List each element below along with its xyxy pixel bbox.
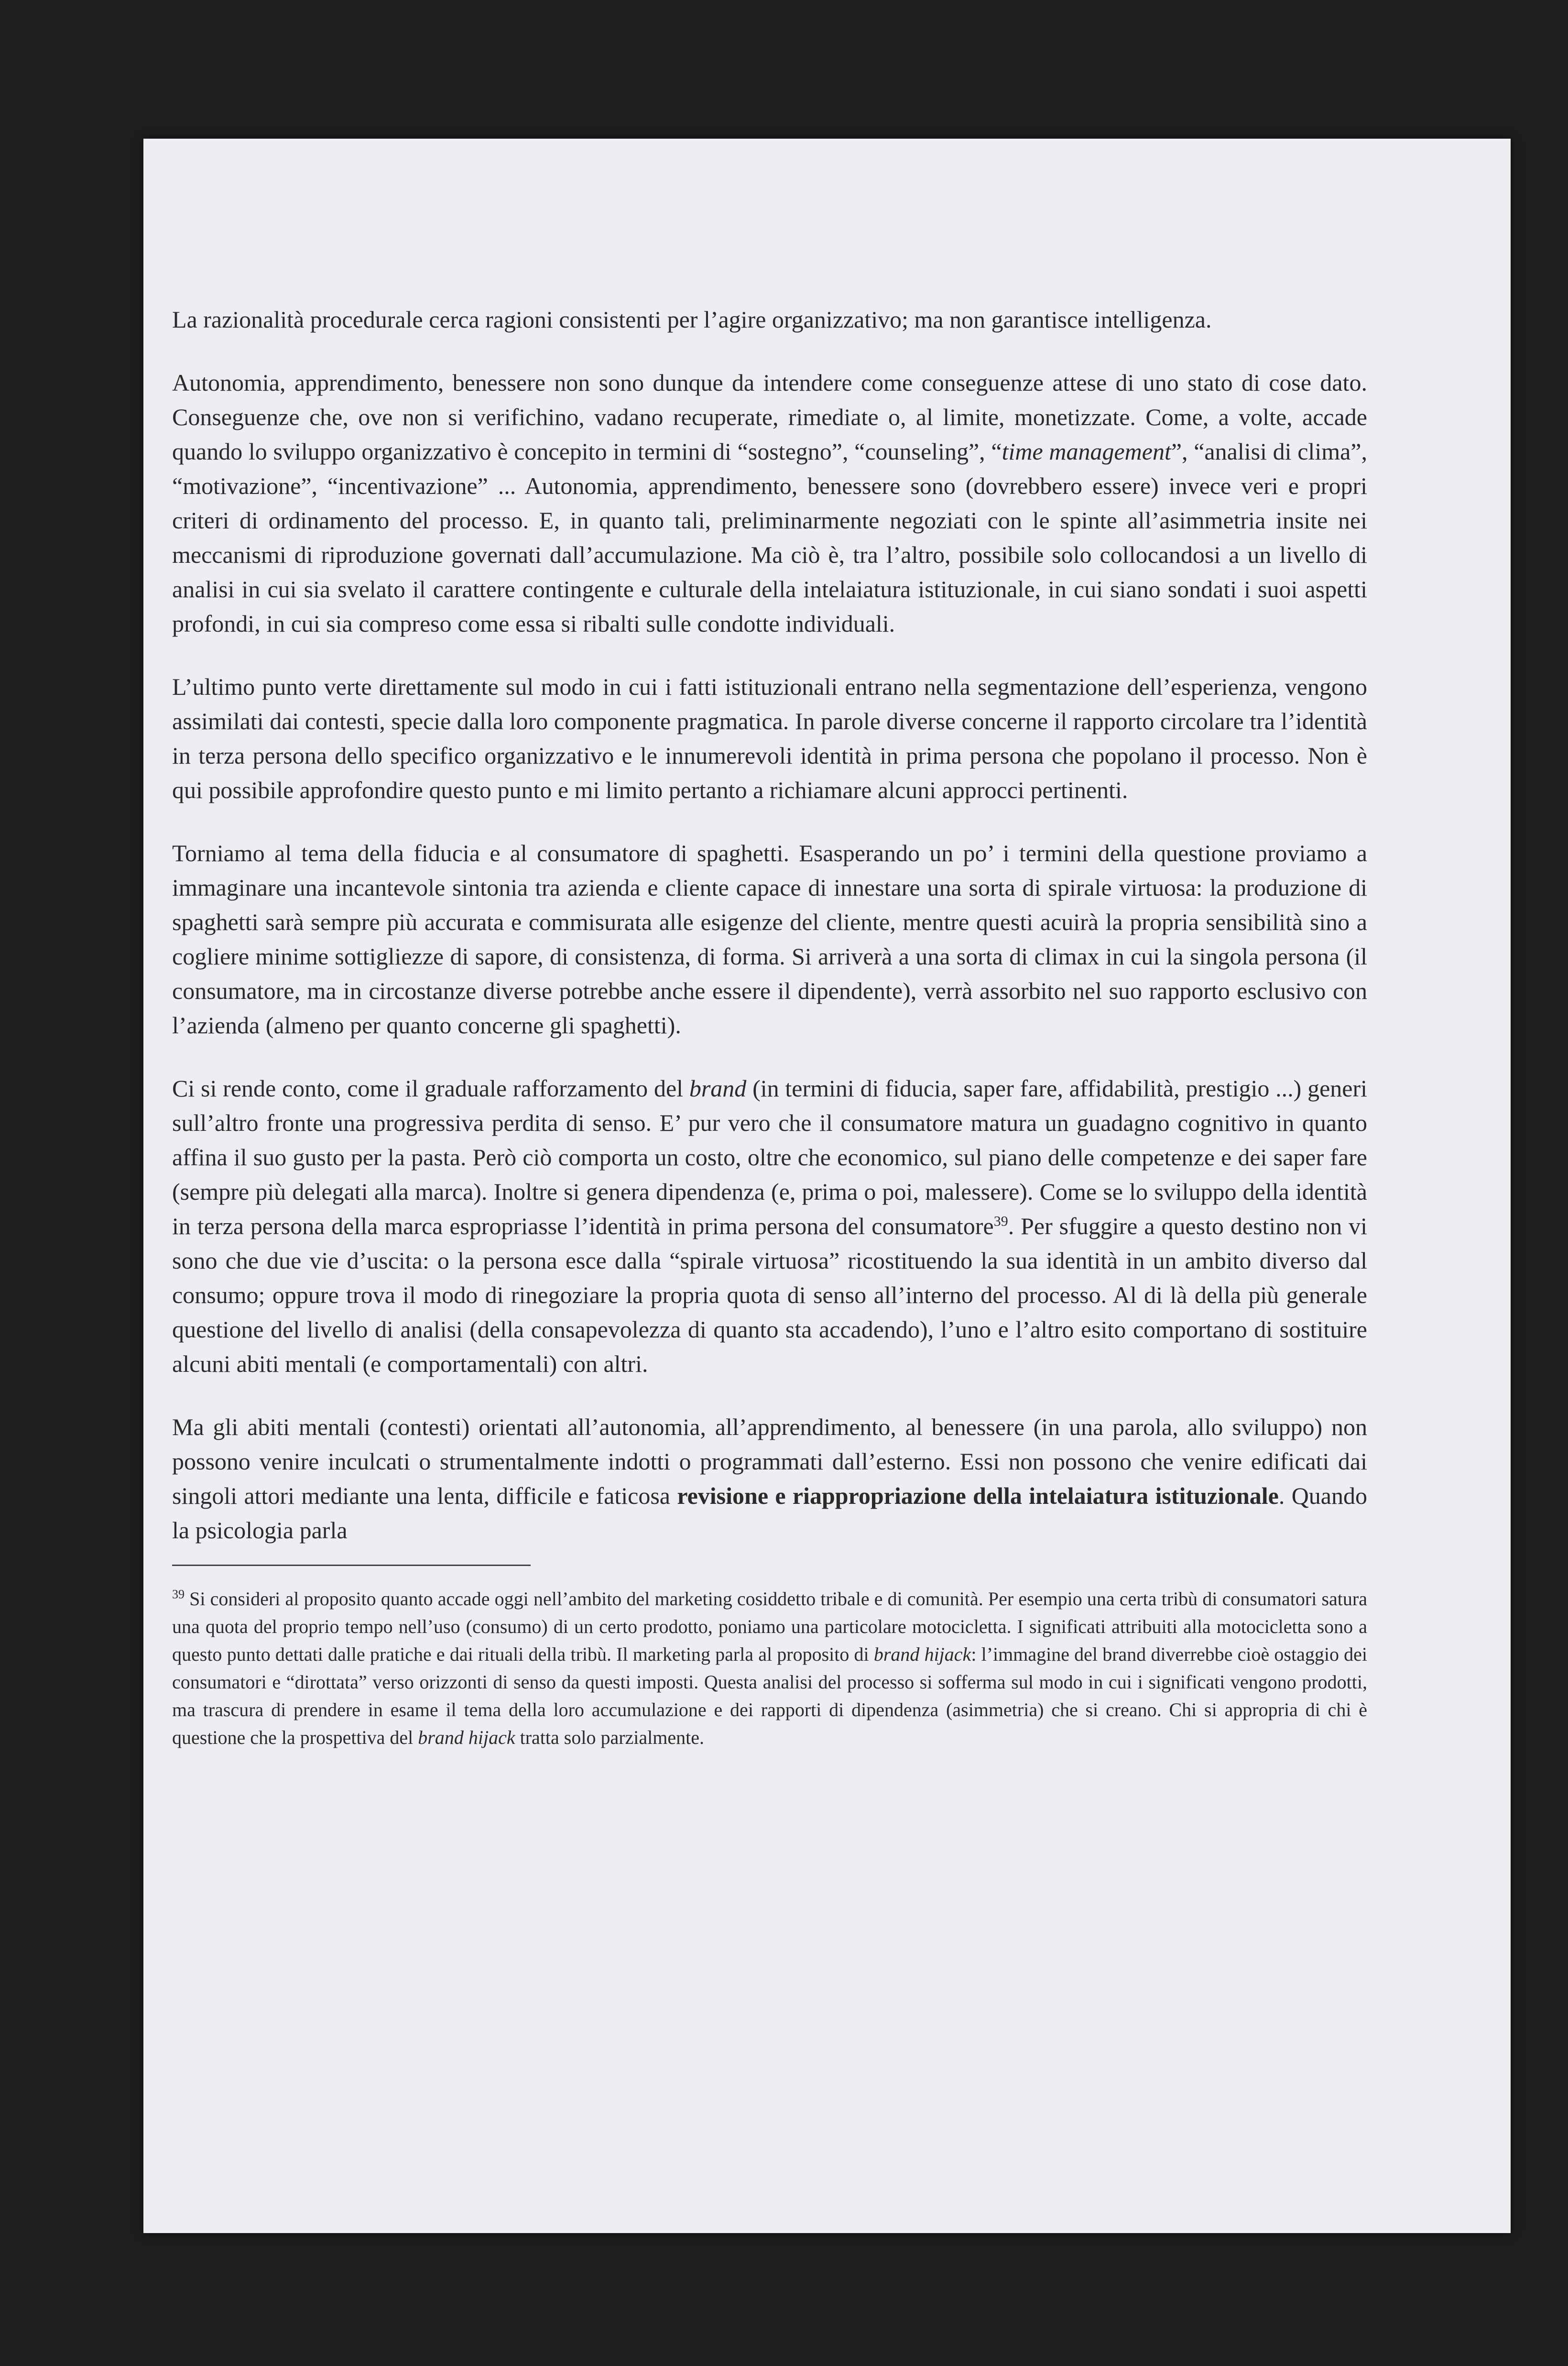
text-run: tratta solo parzialmente. xyxy=(515,1727,704,1748)
text-run: Autonomia, apprendimento, benessere non sono dunque da intendere come conseguenze attese di uno stato di cose dato. Conseguenze che, ove non si verifichino, vadano recuperate, rimediate o, al limite, monetizzate. Come, a volte, accade quando lo sviluppo organizzativo è concepito in termini di “sostegno”, “counseling”, “ xyxy=(172,369,1367,465)
paper-sheet xyxy=(143,139,1511,2233)
text-run: . Quando la psicologia parla xyxy=(172,1482,1367,1544)
footnote-separator xyxy=(172,1565,531,1566)
text-run: Ma gli abiti mentali (contesti) orientati all’autonomia, all’apprendimento, al benessere (in una parola, allo sviluppo) non possono venire inculcati o strumentalmente indotti o programmati dall’esterno. Essi non possono che venire edificati dai singoli attori mediante una lenta, difficile e faticosa xyxy=(172,1413,1367,1509)
text-run: ”, “analisi di clima”, “motivazione”, “incentivazione” ... Autonomia, apprendimento, benessere sono (dovrebbero essere) invece veri e propri criteri di ordinamento del processo. E, in quanto tali, preliminarmente negoziati con le spinte all’asimmetria insite nei meccanismi di riproduzione governati dall’accumulazione. Ma ciò è, tra l’altro, possibile solo collocandosi a un livello di analisi in cui sia svelato il carattere contingente e culturale della intelaiatura istituzionale, in cui siano sondati i suoi aspetti profondi, in cui sia compreso come essa si ribalti sulle condotte individuali. xyxy=(172,438,1367,637)
italic-run: time management xyxy=(1002,438,1171,465)
paragraph-2 xyxy=(172,365,1367,641)
footnote-number: 39 xyxy=(172,1587,185,1601)
text-run: (in termini di fiducia, saper fare, affidabilità, prestigio ...) generi sull’altro fronte una progressiva perdita di senso. E’ pur vero che il consumatore matura un guadagno cognitivo in quanto affina il suo gusto per la pasta. Però ciò comporta un costo, oltre che economico, sul piano delle competenze e dei saper fare (sempre più delegati alla marca). Inoltre si genera dipendenza (e, prima o poi, malessere). Come se lo sviluppo della identità in terza persona della marca espropriasse l’identità in prima persona del consumatore xyxy=(172,1075,1368,1239)
paragraph-1 xyxy=(172,302,1367,337)
text-run: Ci si rende conto, come il graduale rafforzamento del xyxy=(172,1075,689,1102)
footnote-ref: 39 xyxy=(993,1213,1008,1229)
page-body xyxy=(172,302,1367,1752)
paragraph-4 xyxy=(172,836,1367,1042)
paragraph-3 xyxy=(172,669,1367,807)
text-run: . Per sfuggire a questo destino non vi sono che due vie d’uscita: o la persona esce dalla “spirale virtuosa” ricostituendo la sua identità in un ambito diverso dal consumo; oppure trova il modo di rinegoziare la propria quota di senso all’interno del processo. Al di là della più generale questione del livello di analisi (della consapevolezza di quanto sta accadendo), l’uno e l’altro esito comportano di sostituire alcuni abiti mentali (e comportamentali) con altri. xyxy=(172,1213,1367,1377)
text-run: La razionalità procedurale cerca ragioni consistenti per l’agire organizzativo; ma non garantisce intelligenza. xyxy=(172,306,1212,333)
text-run: L’ultimo punto verte direttamente sul modo in cui i fatti istituzionali entrano nella segmentazione dell’esperienza, vengono assimilati dai contesti, specie dalla loro componente pragmatica. In parole diverse concerne il rapporto circolare tra l’identità in terza persona dello specifico organizzativo e le innumerevoli identità in prima persona che popolano il processo. Non è qui possibile approfondire questo punto e mi limito pertanto a richiamare alcuni approcci pertinenti. xyxy=(172,673,1367,803)
text-run: Si consideri al proposito quanto accade oggi nell’ambito del marketing cosiddetto tribale e di comunità. Per esempio una certa tribù di consumatori satura una quota del proprio tempo nell’uso (consumo) di un certo prodotto, poniamo una particolare motocicletta. I significati attribuiti alla motocicletta sono a questo punto dettati dalle pratiche e dai rituali della tribù. Il marketing parla al proposito di xyxy=(172,1588,1367,1665)
text-run: Torniamo al tema della fiducia e al consumatore di spaghetti. Esasperando un po’ i termini della questione proviamo a immaginare una incantevole sintonia tra azienda e cliente capace di innestare una sorta di spirale virtuosa: la produzione di spaghetti sarà sempre più accurata e commisurata alle esigenze del cliente, mentre questi acuirà la propria sensibilità sino a cogliere minime sottigliezze di sapore, di consistenza, di forma. Si arriverà a una sorta di climax in cui la singola persona (il consumatore, ma in circostanze diverse potrebbe anche essere il dipendente), verrà assorbito nel suo rapporto esclusivo con l’azienda (almeno per quanto concerne gli spaghetti). xyxy=(172,840,1367,1039)
italic-run: brand xyxy=(689,1075,747,1102)
paragraph-5 xyxy=(172,1071,1367,1381)
bold-run: revisione e riappropriazione della intelaiatura istituzionale xyxy=(677,1482,1279,1509)
paragraph-6 xyxy=(172,1410,1367,1547)
footnote-39 xyxy=(172,1585,1367,1752)
italic-run: brand hijack xyxy=(873,1643,971,1665)
text-run: : l’immagine del brand diverrebbe cioè ostaggio dei consumatori e “dirottata” verso orizzonti di senso da questi imposti. Questa analisi del processo si sofferma sul modo in cui i significati vengono prodotti, ma trascura di prendere in esame il tema della loro accumulazione e dei rapporti di dipendenza (asimmetria) che si creano. Chi si appropria di chi è questione che la prospettiva del xyxy=(172,1643,1367,1748)
italic-run: brand hijack xyxy=(418,1727,515,1748)
